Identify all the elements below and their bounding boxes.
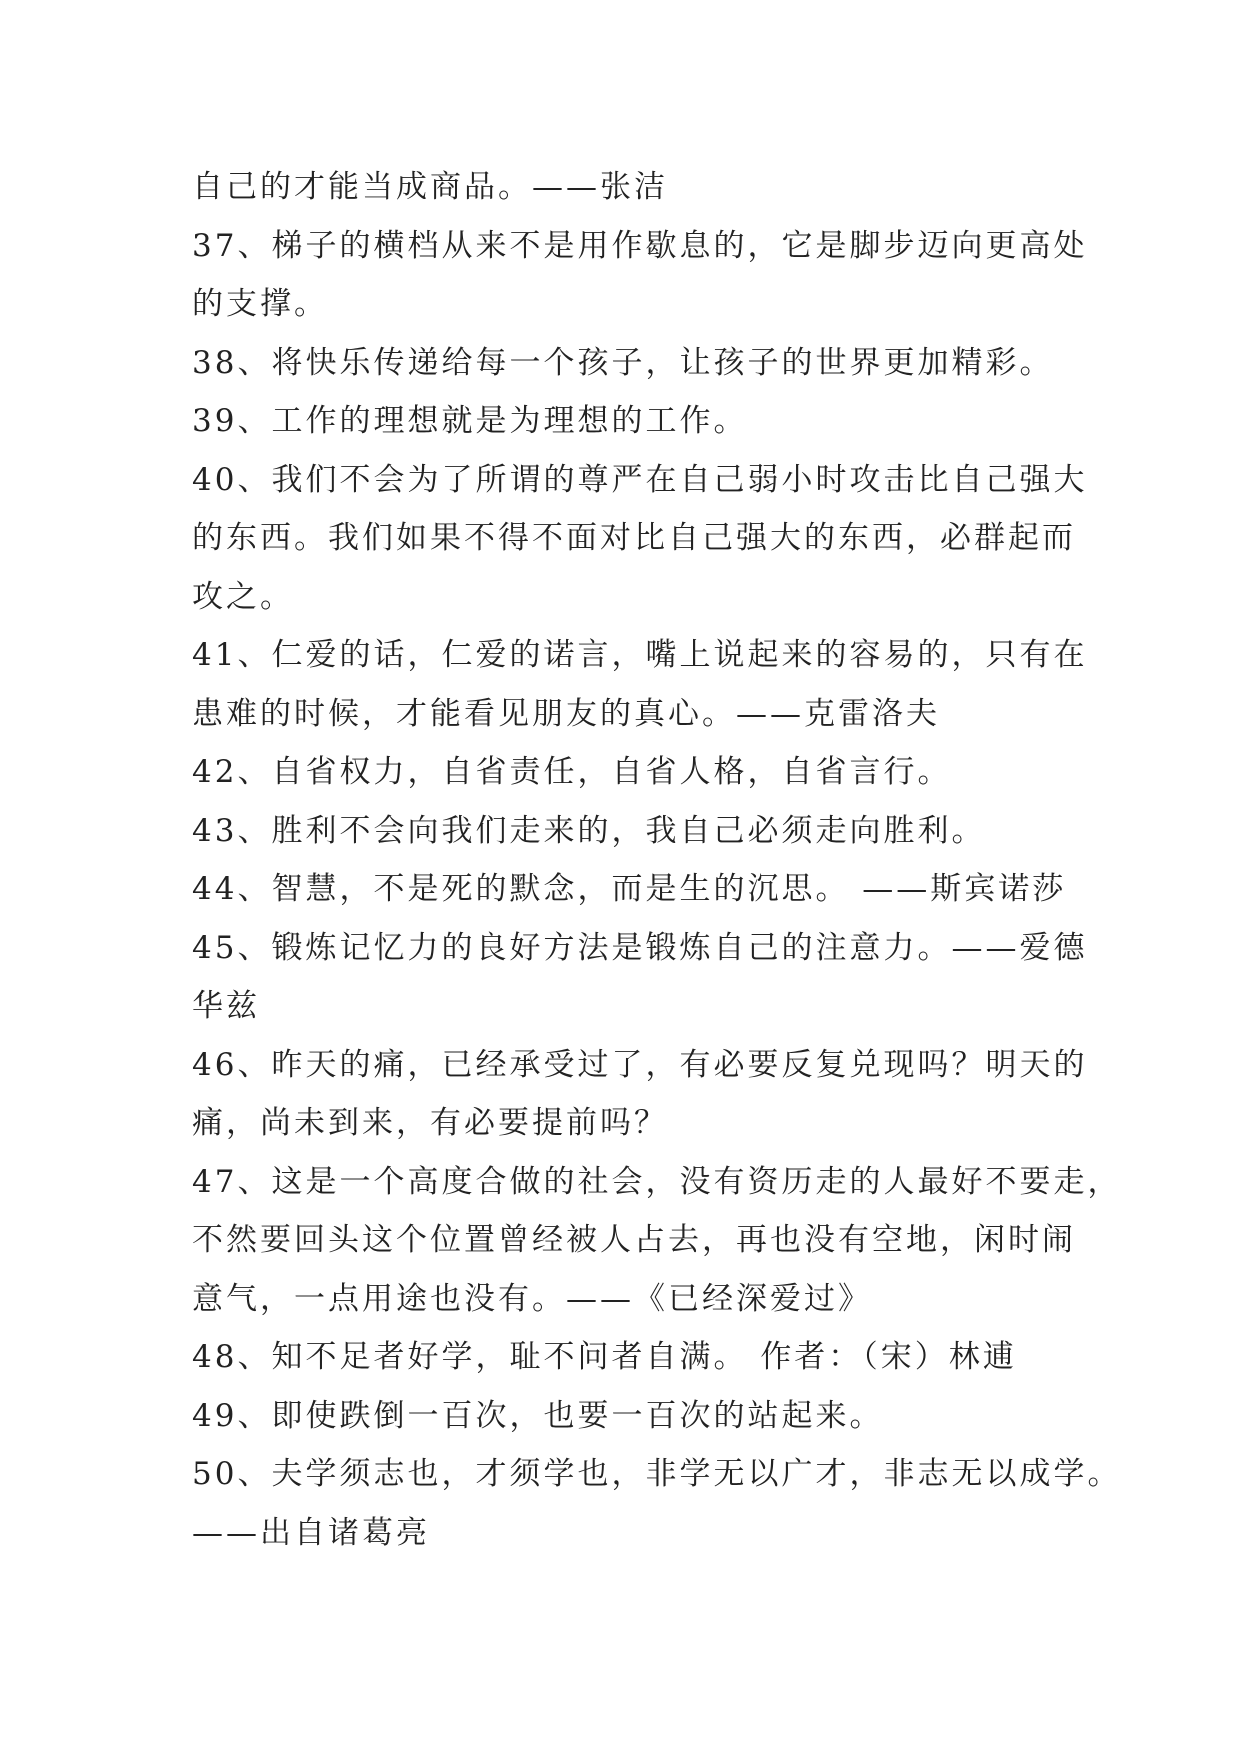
text-line: 患难的时候，才能看见朋友的真心。——克雷洛夫 [192,695,940,732]
text-line: 42、自省权力，自省责任，自省人格，自省言行。 [192,754,952,790]
text-line: 47、这是一个高度合做的社会，没有资历走的人最好不要走， [192,1163,1122,1200]
text-line: 39、工作的理想就是为理想的工作。 [192,403,748,439]
text-line: 痛，尚未到来，有必要提前吗？ [192,1105,668,1141]
text-line: 43、胜利不会向我们走来的，我自己必须走向胜利。 [192,812,986,849]
text-line: 48、知不足者好学，耻不问者自满。 作者：（宋）林逋 [192,1339,1017,1375]
text-line: 的东西。我们如果不得不面对比自己强大的东西，必群起而 [192,520,1076,556]
text-line: 华兹 [192,988,260,1024]
text-line: ——出自诸葛亮 [192,1514,430,1551]
text-line: 44、智慧，不是死的默念，而是生的沉思。 ——斯宾诺莎 [192,871,1067,907]
text-line: 46、昨天的痛，已经承受过了，有必要反复兑现吗？明天的 [192,1046,1088,1083]
text-line: 意气，一点用途也没有。——《已经深爱过》 [192,1280,872,1317]
text-line: 38、将快乐传递给每一个孩子，让孩子的世界更加精彩。 [192,344,1054,381]
text-line: 40、我们不会为了所谓的尊严在自己弱小时攻击比自己强大 [192,461,1088,498]
text-line: 不然要回头这个位置曾经被人占去，再也没有空地，闲时闹 [192,1222,1076,1258]
text-line: 自己的才能当成商品。——张洁 [192,169,668,205]
text-line: 49、即使跌倒一百次，也要一百次的站起来。 [192,1397,884,1434]
text-line: 的支撑。 [192,286,328,322]
text-line: 50、夫学须志也，才须学也，非学无以广才，非志无以成学。 [192,1456,1122,1492]
text-line: 攻之。 [192,578,294,615]
text-line: 37、梯子的横档从来不是用作歇息的，它是脚步迈向更高处 [192,227,1088,264]
text-line: 45、锻炼记忆力的良好方法是锻炼自己的注意力。——爱德 [192,929,1088,966]
text-line: 41、仁爱的话，仁爱的诺言，嘴上说起来的容易的，只有在 [192,637,1088,673]
document-body [192,158,1122,1562]
